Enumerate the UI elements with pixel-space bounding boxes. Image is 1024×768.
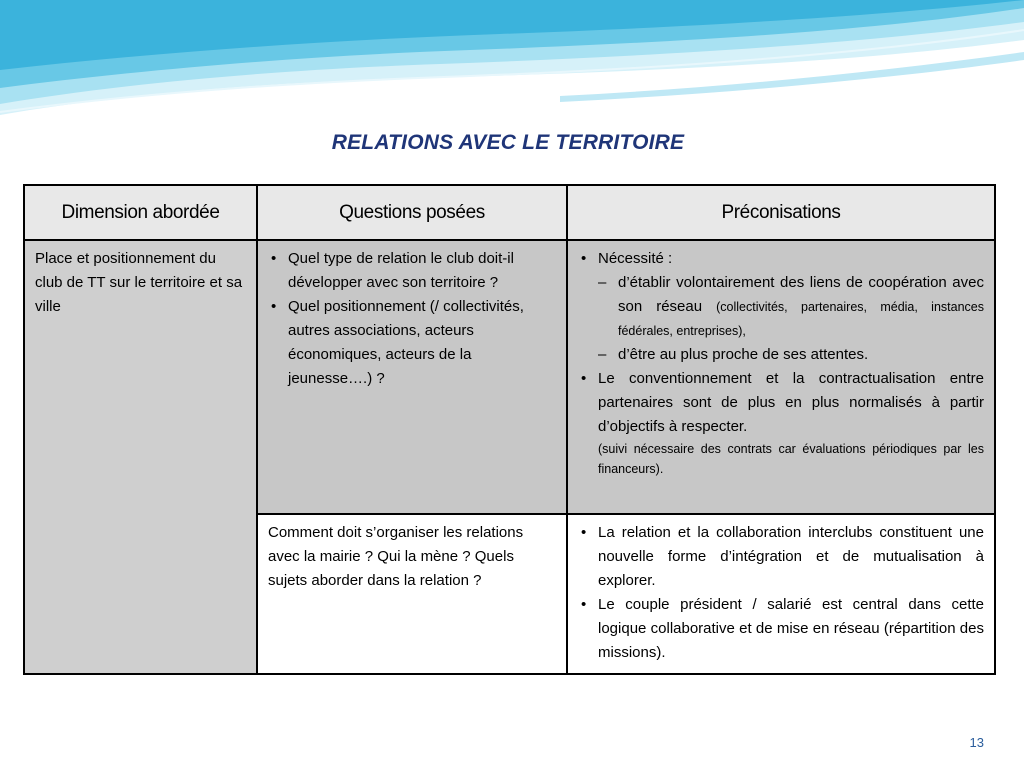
preconisations-list-row2 [578, 521, 984, 665]
questions-cell-row2: Comment doit s’organiser les relations avec la mairie ? Qui la mène ? Quels sujets aborder dans la relation ? [257, 514, 567, 674]
list-item: • Quel positionnement (/ collectivités, autres associations, acteurs économiques, acteurs de la jeunesse….) ? [268, 295, 556, 391]
sub-item-small-text: (collectivités, partenaires, média, instances fédérales, entreprises), [618, 300, 984, 338]
preconisations-list-row1 [578, 247, 984, 271]
preconisations-cell-row1 [567, 240, 995, 514]
questions-cell-row1 [257, 240, 567, 514]
necessity-label: Nécessité : [598, 250, 673, 267]
list-item [578, 247, 984, 271]
contract-text: Le conventionnement et la contractualisation entre partenaires sont de plus en plus normalisés à partir d’objectifs à respecter. [598, 370, 984, 435]
list-item: – d’être au plus proche de ses attentes. [598, 343, 984, 367]
preconisations-cell-row2 [567, 514, 995, 674]
table-row [24, 240, 995, 514]
list-item [598, 271, 984, 343]
contract-note: (suivi nécessaire des contrats car évaluations périodiques par les financeurs). [598, 442, 984, 476]
header-preconisations: Préconisations [567, 185, 995, 240]
table-header-row [24, 185, 995, 240]
questions-list-row1 [268, 247, 556, 391]
list-item: • La relation et la collaboration interclubs constituent une nouvelle forme d’intégration et de mutualisation à explorer. [578, 521, 984, 593]
necessity-sublist [598, 271, 984, 367]
slide-title: RELATIONS AVEC LE TERRITOIRE [331, 131, 685, 154]
header-questions: Questions posées [257, 185, 567, 240]
relations-table [23, 184, 996, 675]
list-item: • Quel type de relation le club doit-il développer avec son territoire ? [268, 247, 556, 295]
header-dimension: Dimension abordée [24, 185, 257, 240]
preconisations-list-row1-b [578, 367, 984, 479]
header-wave-decoration [0, 0, 1024, 120]
dimension-cell: Place et positionnement du club de TT sur le territoire et sa ville [24, 240, 257, 674]
page-number: 13 [969, 735, 984, 750]
list-item: • Le couple président / salarié est central dans cette logique collaborative et de mise en réseau (répartition des missions). [578, 593, 984, 665]
list-item [578, 367, 984, 479]
sub-item-main-text: d’établir volontairement des liens de coopération avec son réseau [618, 274, 984, 315]
